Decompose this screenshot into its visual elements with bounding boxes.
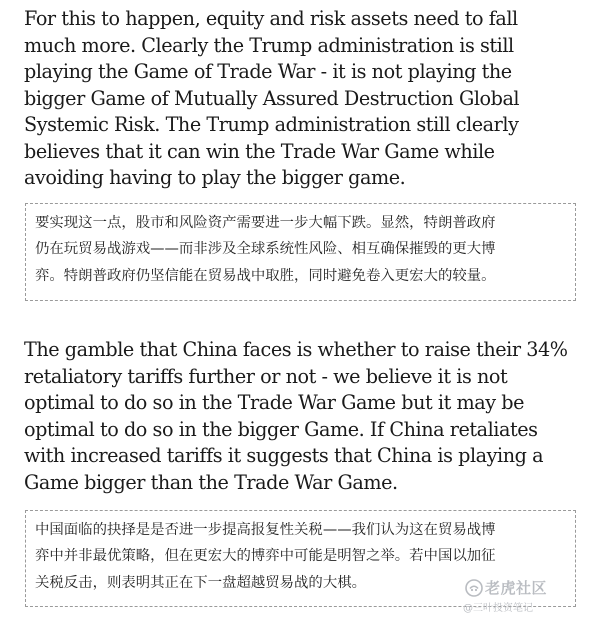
watermark-subtitle: @三叶投资笔记 (463, 603, 533, 614)
paragraph-line: believes that it can win the Trade War Game while (24, 139, 495, 163)
translation-line: 关税反击，则表明其正在下一盘超越贸易战的大棋。 (35, 574, 366, 591)
paragraph-line: playing the Game of Trade War - it is not playing the (24, 60, 512, 83)
translation-line: 仍在玩贸易战游戏——而非涉及全球系统性风险、相互确保摧毁的更大博 (35, 241, 496, 258)
chinese-translation-box-1 (25, 203, 576, 301)
english-paragraph-1 (24, 6, 584, 192)
paragraph-line: optimal to do so in the bigger Game. If China retaliates (24, 417, 538, 441)
paragraph-line: bigger Game of Mutually Assured Destruction Global (24, 86, 520, 110)
paragraph-line: The gamble that China faces is whether to raise their 34% (24, 338, 568, 361)
paragraph-line: optimal to do so in the Trade War Game but it may be (24, 391, 524, 414)
translation-line: 要实现这一点，股市和风险资产需要进一步大幅下跌。显然，特朗普政府 (35, 215, 496, 231)
paragraph-line: retaliatory tariffs further or not - we believe it is not (24, 364, 508, 388)
paragraph-line: with increased tariffs it suggests that China is playing a (24, 444, 544, 467)
community-watermark (459, 575, 589, 615)
translation-line: 弈。特朗普政府仍坚信能在贸易战中取胜，同时避免卷入更宏大的较量。 (35, 267, 496, 284)
translation-line: 弈中并非最优策略，但在更宏大的博弈中可能是明智之举。若中国以加征 (35, 548, 496, 565)
paragraph-line: For this to happen, equity and risk assets need to fall (24, 7, 518, 30)
translation-line: 中国面临的抉择是是否进一步提高报复性关税——我们认为这在贸易战博 (35, 522, 496, 538)
tiger-logo-icon (465, 579, 483, 597)
english-paragraph-2 (24, 337, 584, 496)
paragraph-line: Systemic Risk. The Trump administration still clearly (24, 113, 519, 136)
paragraph-line: much more. Clearly the Trump administration is still (24, 33, 514, 57)
paragraph-line: Game bigger than the Trade War Game. (24, 470, 398, 494)
watermark-title: 老虎社区 (485, 579, 548, 597)
paragraph-line: avoiding having to play the bigger game. (24, 166, 406, 189)
